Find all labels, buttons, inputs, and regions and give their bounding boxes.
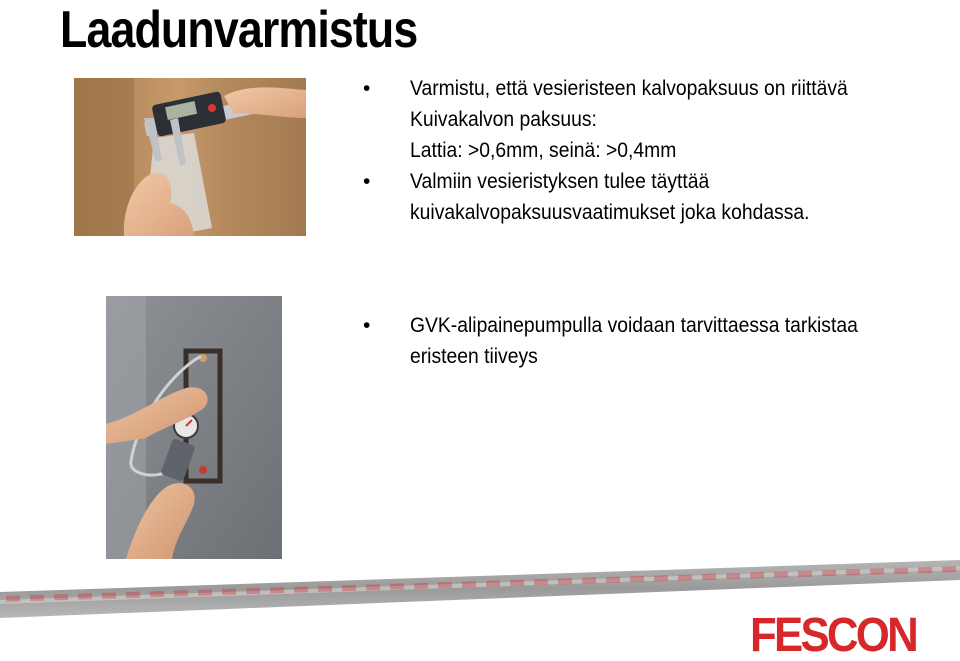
photo-vacuum-pump	[106, 296, 282, 559]
band-mark	[222, 589, 236, 595]
band-mark	[750, 572, 764, 578]
bullet-list-quality	[350, 73, 950, 228]
band-mark	[654, 575, 668, 581]
band-mark	[630, 576, 644, 582]
list-item-text: Varmistu, että vesieristeen kalvopaksuus on riittävä	[410, 77, 848, 100]
list-item	[350, 73, 950, 104]
list-item-text: GVK-alipainepumpulla voidaan tarvittaessa tarkistaa	[410, 314, 858, 337]
band-mark	[78, 593, 92, 599]
list-item	[350, 197, 950, 228]
band-mark	[582, 577, 596, 583]
svg-text:FESCON: FESCON	[750, 609, 917, 658]
band-mark	[294, 586, 308, 592]
band-mark	[726, 573, 740, 579]
list-item-text: Valmiin vesieristyksen tulee täyttää	[410, 170, 710, 193]
list-item-text: Lattia: >0,6mm, seinä: >0,4mm	[410, 139, 677, 162]
band-mark	[462, 581, 476, 587]
list-item-text: eristeen tiiveys	[410, 345, 538, 368]
band-mark	[678, 574, 692, 580]
list-item	[350, 310, 950, 341]
band-mark	[318, 586, 332, 592]
band-mark	[942, 566, 956, 572]
bullet-marker: •	[363, 77, 371, 100]
band-mark	[894, 568, 908, 574]
photo-caliper	[74, 78, 306, 236]
band-mark	[606, 577, 620, 583]
band-mark	[54, 594, 68, 600]
band-mark	[438, 582, 452, 588]
band-mark	[534, 579, 548, 585]
band-mark	[870, 568, 884, 574]
band-mark	[846, 569, 860, 575]
list-item	[350, 166, 950, 197]
band-mark	[150, 591, 164, 597]
list-item	[350, 341, 950, 372]
band-mark	[414, 583, 428, 589]
band-mark	[102, 592, 116, 598]
list-item-text: Kuivakalvon paksuus:	[410, 108, 597, 131]
band-mark	[510, 580, 524, 586]
bullet-marker: •	[363, 314, 371, 337]
bullet-marker: •	[363, 170, 371, 193]
list-item-text: kuivakalvopaksuusvaatimukset joka kohdassa.	[410, 201, 810, 224]
band-mark	[126, 592, 140, 598]
band-mark	[918, 567, 932, 573]
band-mark	[6, 595, 20, 601]
band-mark	[702, 574, 716, 580]
band-mark	[558, 578, 572, 584]
list-item	[350, 104, 950, 135]
band-mark	[246, 588, 260, 594]
band-mark	[822, 570, 836, 576]
band-mark	[342, 585, 356, 591]
slide-title: Laadunvarmistus	[60, 1, 418, 59]
band-mark	[270, 587, 284, 593]
list-item	[350, 135, 950, 166]
band-mark	[198, 589, 212, 595]
band-mark	[30, 595, 44, 601]
band-mark	[366, 584, 380, 590]
band-mark	[486, 580, 500, 586]
fescon-logo	[748, 604, 918, 658]
band-mark	[774, 571, 788, 577]
bullet-list-vacuum	[350, 310, 950, 372]
band-mark	[798, 571, 812, 577]
band-mark	[390, 583, 404, 589]
band-mark	[174, 590, 188, 596]
